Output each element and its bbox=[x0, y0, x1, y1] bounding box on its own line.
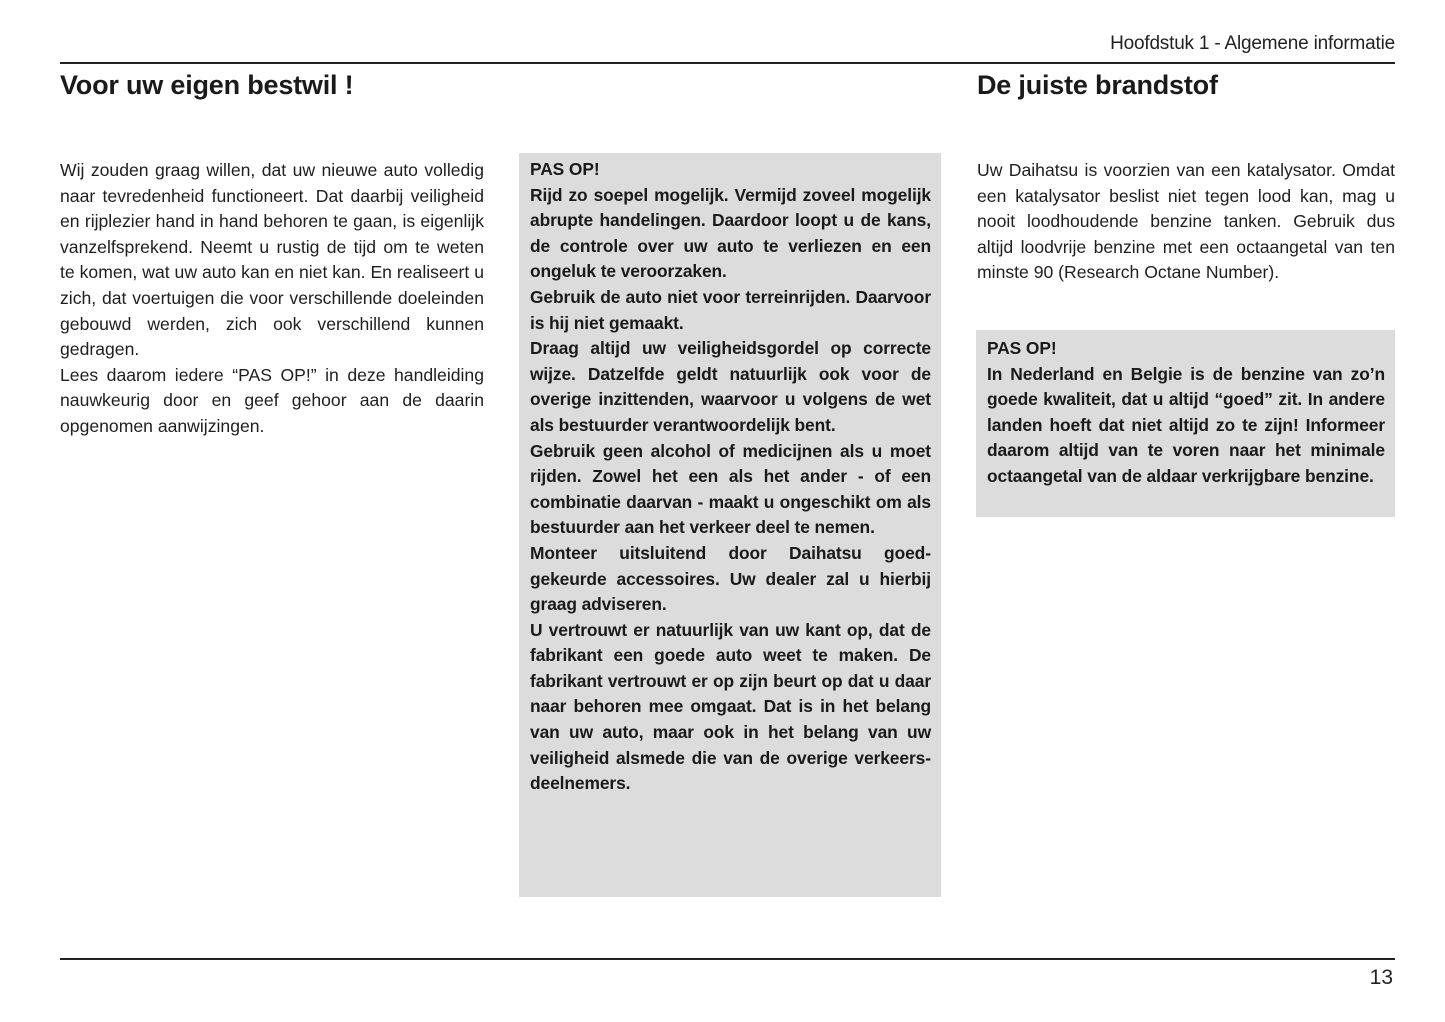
warning-paragraph: Rijd zo soepel mogelijk. Vermijd zoveel mogelijk abrupte handelingen. Daardoor loopt u de kans, de controle over uw auto te verliezen en een ongeluk te veroorzaken. bbox=[530, 184, 931, 282]
fuel-paragraph: Uw Daihatsu is voorzien van een katalysator. Omdat een katalysator beslist niet tegen lood kan, mag u nooit loodhoudende benzine tanken. Gebruik dus altijd loodvrije benzine met een octaangetal van ten minste 90 (Research Octane Number). bbox=[977, 160, 1395, 283]
fuel-text-column bbox=[977, 158, 1395, 286]
page-number: 13 bbox=[1369, 966, 1393, 989]
footer-rule bbox=[60, 958, 1395, 960]
warning-paragraph: U vertrouwt er natuurlijk van uw kant op, dat de fabrikant een goede auto weet te maken. De fabrikant vertrouwt er op zijn beurt op dat u daar naar behoren mee omgaat. Dat is in het belang van uw auto, maar ook in het belang van uw veiligheid alsmede die van de overige verkeersdeelnemers. bbox=[530, 619, 931, 794]
warning-paragraph: Gebruik geen alcohol of medicijnen als u moet rijden. Zowel het een als het ander - of een combinatie daarvan - maakt u ongeschikt om als bestuurder aan het verkeer deel te nemen. bbox=[530, 440, 931, 538]
header-rule bbox=[60, 62, 1395, 64]
intro-text-column bbox=[60, 158, 484, 440]
warning-heading: PAS OP! bbox=[530, 159, 600, 179]
warning-paragraph: In Nederland en Belgie is de benzine van zo’n goede kwaliteit, dat u altijd “goed” zit. In andere landen hoeft dat niet altijd zo te zijn! Informeer daarom altijd van te voren naar het minimale octaangetal van de aldaar verkrijgbare benzine. bbox=[987, 363, 1385, 486]
intro-paragraph: Lees daarom iedere “PAS OP!” in deze handleiding nauwkeurig door en geef gehoor aan de daarin opgenomen aanwijzingen. bbox=[60, 364, 484, 436]
warning-paragraph: Draag altijd uw veiligheidsgordel op correcte wijze. Datzelfde geldt natuurlijk ook voor de overige inzittenden, waarvoor u volgens de wet als bestuurder verantwoordelijk bent. bbox=[530, 338, 931, 435]
section-title-safety: Voor uw eigen bestwil ! bbox=[60, 70, 354, 100]
warning-paragraph: Gebruik de auto niet voor terreinrijden. Daarvoor is hij niet gemaakt. bbox=[530, 286, 931, 333]
chapter-header: Hoofdstuk 1 - Algemene informatie bbox=[1110, 33, 1395, 54]
warning-box-driving bbox=[519, 153, 941, 897]
section-title-fuel: De juiste brandstof bbox=[977, 70, 1218, 100]
intro-paragraph: Wij zouden graag willen, dat uw nieuwe auto volledig naar tevredenheid functioneert. Dat daarbij veiligheid en rijplezier hand in hand behoren te gaan, is eigenlijk vanzelfsprekend. Neemt u rustig de tijd om te weten te komen, wat uw auto kan en niet kan. En realiseert u zich, dat voertuigen die voor verschillende doeleinden gebouwd werden, zich ook verschillend kunnen gedragen. bbox=[60, 160, 484, 360]
warning-paragraph: Monteer uitsluitend door Daihatsu goedgekeurde accessoires. Uw dealer zal u hierbij graag adviseren. bbox=[530, 542, 931, 615]
warning-box-fuel bbox=[976, 330, 1395, 517]
warning-heading: PAS OP! bbox=[987, 338, 1057, 358]
